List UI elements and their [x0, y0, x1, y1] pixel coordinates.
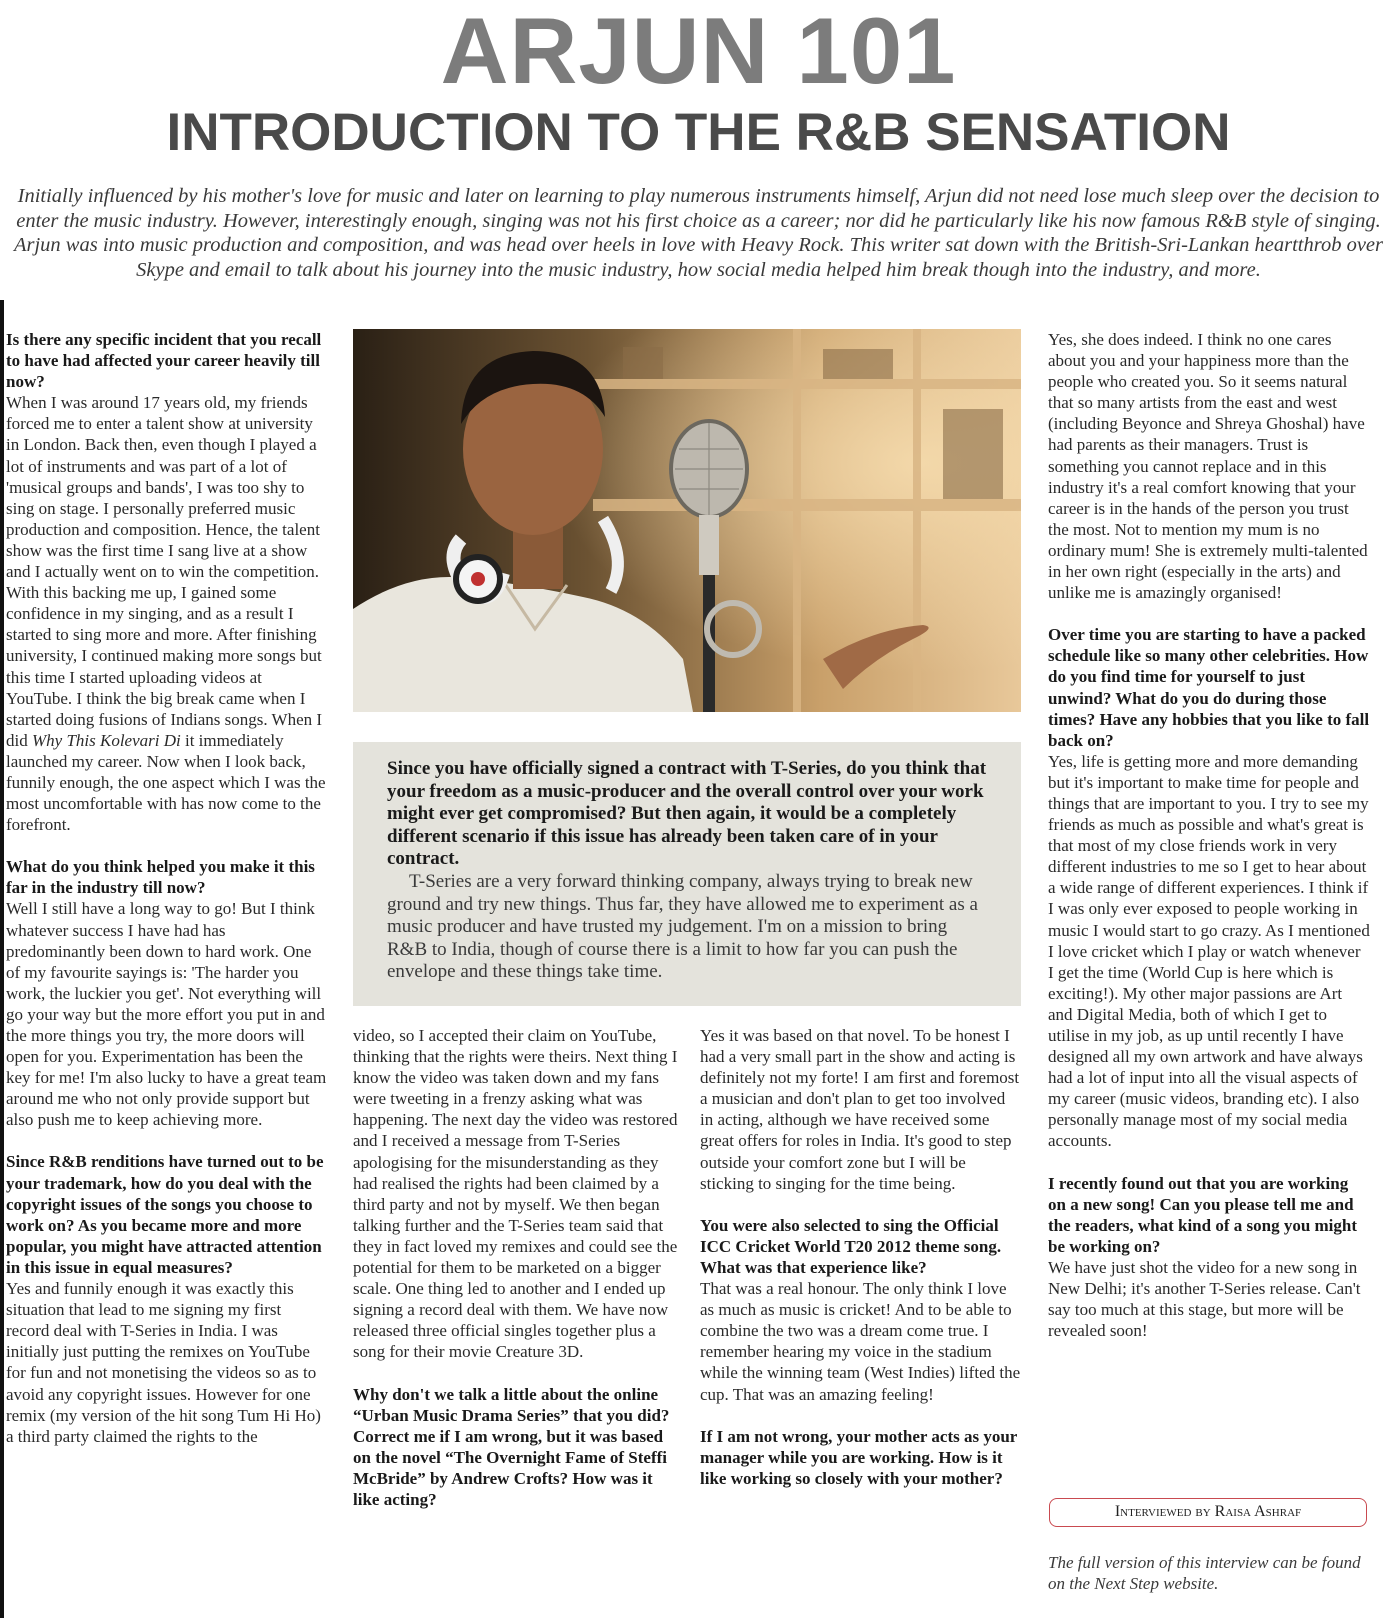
interview-question: Over time you are starting to have a packed schedule like so many other celebrities. How do you find time for yourself to just unwind? What do you do during those times? Have any hobbies that you like to fall back on?	[1048, 625, 1370, 750]
interview-answer: That was a real honour. The only think I love as much as music is cricket! And to be able to combine the two was a dream come true. I remember hearing my voice in the stadium while the winning team (West Indies) lifted the cup. That was an amazing feeling!	[700, 1279, 1021, 1404]
left-edge-rule	[0, 300, 4, 1618]
interviewer-credit: Interviewed by Raisa Ashraf	[1049, 1498, 1367, 1527]
interview-question: Since R&B renditions have turned out to be your trademark, how do you deal with the copyright issues of the songs you choose to work on? As you became more and more popular, you might have attracted attention in this issue in equal measures?	[6, 1152, 324, 1277]
column-1	[6, 329, 328, 1468]
artist-photo-illustration	[353, 329, 1021, 712]
song-title: Why This Kolevari Di	[31, 730, 181, 750]
interview-question: You were also selected to sing the Official ICC Cricket World T20 2012 theme song. What was that experience like?	[700, 1215, 1002, 1277]
qa-block	[1048, 624, 1370, 1151]
interview-question: I recently found out that you are working on a new song! Can you please tell me and the readers, what kind of a song you might be working on?	[1048, 1173, 1358, 1256]
intro-paragraph: Initially influenced by his mother's love for music and later on learning to play numerous instruments himself, Arjun did not need lose much sleep over the decision to enter the music industry. However, interestingly enough, singing was not his first choice as a career; nor did he particularly like his now famous R&B style of singing. Arjun was into music production and composition, and was head over heels in love with Heavy Rock. This writer sat down with the British-Sri-Lankan heartthrob over Skype and email to talk about his journey into the music industry, how social media helped him break though into the industry, and more.	[13, 185, 1384, 281]
answer-text: it immediately launched my career. Now when I look back, funnily enough, the one aspect which I was the most uncomfortable with has now come to the forefront.	[6, 730, 326, 835]
column-4	[1048, 329, 1370, 1362]
interview-answer: Yes and funnily enough it was exactly this situation that lead to me signing my first record deal with T-Series in India. I was initially just putting the remixes on YouTube for fun and not monetising the videos so as to avoid any copyright issues. However for one remix (my version of the hit song Tum Hi Ho) a third party claimed the rights to the	[6, 1279, 321, 1446]
qa-block	[6, 1151, 328, 1446]
interview-answer: Yes it was based on that novel. To be honest I had a very small part in the show and acting is definitely not my forte! I am first and foremost a musician and don't plan to get too involved in acting, although we have received some great offers for roles in India. It's good to step outside your comfort zone but I will be sticking to singing for the time being.	[700, 1026, 1020, 1193]
callout-answer: T-Series are a very forward thinking company, always trying to break new ground and try new things. Thus far, they have allowed me to experiment as a music producer and have trusted my judgement. I'm on a mission to bring R&B to India, though of course there is a limit to how far you can push the envelope and these things take time.	[387, 870, 978, 983]
interview-question: If I am not wrong, your mother acts as your manager while you are working. How is it like working so closely with your mother?	[700, 1426, 1018, 1488]
answer-text: When I was around 17 years old, my friends forced me to enter a talent show at university in London. Back then, even though I played a lot of instruments and was part of a lot of 'musical groups and bands', I was too shy to sing on stage. I personally preferred music production and composition. Hence, the talent show was the first time I sang live at a show and I actually went on to win the competition. With this backing me up, I gained some confidence in my singing, and as a result I started to sing more and more. After finishing university, I continued making more songs but this time I started uploading videos at YouTube. I think the big break came when I started doing fusions of Indians songs. When I did	[6, 393, 323, 750]
qa-block	[1048, 1173, 1370, 1342]
artist-photo	[353, 329, 1021, 712]
interview-question: Is there any specific incident that you recall to have had affected your career heavily till now?	[6, 330, 322, 392]
interview-answer: We have just shot the video for a new song in New Delhi; it's another T-Series release. Can't say too much at this stage, but more will be revealed soon!	[1048, 1257, 1361, 1341]
interview-answer: video, so I accepted their claim on YouTube, thinking that the rights were theirs. Next thing I know the video was taken down and my fans were tweeting in a frenzy asking what was happening. The next day the video was restored and I received a message from T-Series apologising for the misunderstanding as they had realised the rights had been claimed by a third party and not by myself. We then began talking further and the T-Series team said that they in fact loved my remixes and could see the potential for them to be marketed on a bigger scale. One thing led to another and I ended up signing a record deal with them. We have now released three official singles together plus a song for their movie Creature 3D.	[353, 1026, 678, 1362]
callout-question: Since you have officially signed a contract with T-Series, do you think that your freedom as a music-producer and the overall control over your work might ever get compromised? But then again, it would be a completely different scenario if this issue has already been taken care of in your contract.	[387, 758, 987, 870]
column-2	[353, 1025, 679, 1510]
page-subtitle: INTRODUCTION TO THE R&B SENSATION	[166, 103, 1231, 162]
qa-block	[700, 1215, 1022, 1405]
interview-answer: Yes, life is getting more and more demanding but it's important to make time for people and things that are important to you. I try to see my friends as much as possible and what's great is that most of my close friends work in very different industries to me so I get to hear about a wide range of different experiences. I think if I was only ever exposed to people working in music I would start to go crazy. As I mentioned I love cricket which I play or watch whenever I get the time (World Cup is here which is exciting!). My other major passions are Art and Digital Media, both of which I get to utilise in my job, as up until recently I have designed all my own artwork and have always had a lot of input into all the visual aspects of my career (music videos, branding etc). I also personally manage most of my social media accounts.	[1048, 751, 1370, 1151]
page-title: ARJUN 101	[440, 0, 957, 103]
interview-question: What do you think helped you make it this far in the industry till now?	[6, 857, 315, 898]
qa-block	[6, 329, 328, 835]
footnote: The full version of this interview can be found on the Next Step website.	[1048, 1553, 1361, 1593]
interview-answer	[6, 392, 328, 835]
qa-block	[6, 856, 328, 1130]
callout-box	[353, 742, 1021, 1006]
interview-answer: Yes, she does indeed. I think no one cares about you and your happiness more than the people who created you. So it seems natural that so many artists from the east and west (including Beyonce and Shreya Ghoshal) have had parents as their managers. Trust is something you cannot replace and in this industry it's a real comfort knowing that your career is in the hands of the person you trust the most. Not to mention my mum is no ordinary mum! She is extremely multi-talented in her own right (especially in the arts) and unlike me is amazingly organised!	[1048, 330, 1368, 603]
interview-question: Why don't we talk a little about the online “Urban Music Drama Series” that you did? Correct me if I am wrong, but it was based on the novel “The Overnight Fame of Steffi McBride” by Andrew Crofts? How was it like acting?	[353, 1384, 670, 1509]
interview-answer: Well I still have a long way to go! But I think whatever success I have had has predominantly been down to hard work. One of my favourite sayings is: 'The harder you work, the luckier you get'. Not everything will go your way but the more effort you put in and the more things you try, the more doors will open for you. Experimentation has been the key for me! I'm also lucky to have a great team around me who not only provide support but also push me to keep achieving more.	[6, 899, 327, 1130]
column-3	[700, 1025, 1022, 1489]
